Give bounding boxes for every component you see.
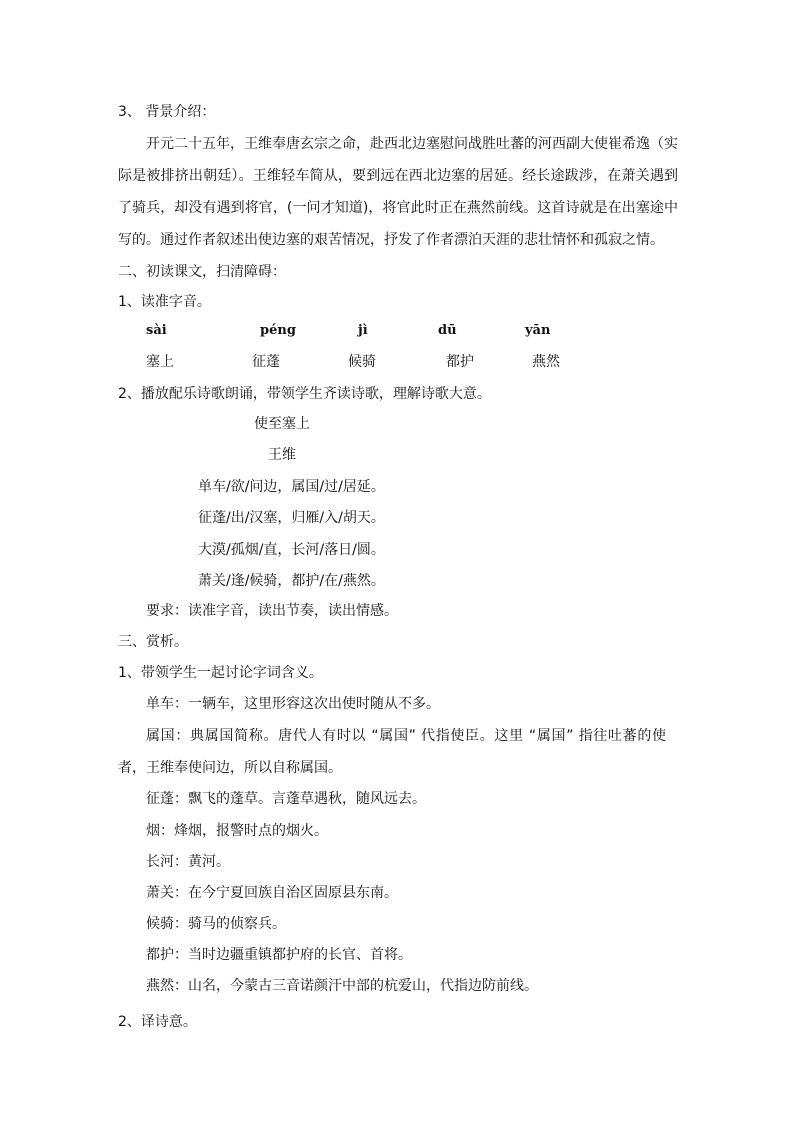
first-reading-heading: 二、初读课文，扫清障碍： bbox=[118, 264, 286, 280]
pinyin-ji: jì bbox=[358, 323, 368, 338]
pinyin-du: dū bbox=[438, 323, 457, 338]
poem-title: 使至塞上 bbox=[254, 416, 310, 432]
pinyin-row bbox=[146, 321, 586, 341]
word-row bbox=[146, 352, 586, 372]
word-yanran: 燕然 bbox=[532, 354, 560, 370]
annotation-yan: 烟：烽烟，报警时点的烟火。 bbox=[146, 823, 328, 839]
annotation-duhu: 都护：当时边疆重镇都护府的长官、首将。 bbox=[146, 947, 412, 963]
background-heading: 3、 背景介绍： bbox=[118, 104, 216, 120]
annotation-danche: 单车：一辆车，这里形容这次出使时随从不多。 bbox=[146, 696, 440, 712]
appreciation-heading: 三、赏析。 bbox=[118, 634, 188, 650]
pinyin-peng: péng bbox=[260, 323, 296, 338]
discussion-heading: 1、带领学生一起讨论字词含义。 bbox=[118, 665, 323, 681]
translation-heading: 2、译诗意。 bbox=[118, 1014, 197, 1030]
word-duhu: 都护 bbox=[446, 354, 474, 370]
annotation-changhe: 长河：黄河。 bbox=[146, 854, 230, 870]
poem-line-2: 征蓬/出/汉塞，归雁/入/胡天。 bbox=[198, 510, 385, 526]
pinyin-yan: yān bbox=[525, 323, 551, 338]
poem-author: 王维 bbox=[268, 447, 296, 463]
word-saishang: 塞上 bbox=[146, 354, 174, 370]
annotation-xiaoguan: 萧关：在今宁夏回族自治区固原县东南。 bbox=[146, 885, 398, 901]
annotation-zhengpeng: 征蓬：飘飞的蓬草。言蓬草遇秋，随风远去。 bbox=[146, 791, 426, 807]
pinyin-sai: sài bbox=[146, 323, 167, 338]
annotation-yanran: 燕然：山名，今蒙古三音诺颜汗中部的杭爱山，代指边防前线。 bbox=[146, 978, 538, 994]
annotation-houji: 候骑：骑马的侦察兵。 bbox=[146, 916, 286, 932]
word-houji: 候骑 bbox=[348, 354, 376, 370]
poem-line-4: 萧关/逢/候骑，都护/在/燕然。 bbox=[198, 573, 385, 589]
recitation-heading: 2、播放配乐诗歌朗诵，带领学生齐读诗歌，理解诗歌大意。 bbox=[118, 386, 491, 402]
requirement-text: 要求：读准字音，读出节奏，读出情感。 bbox=[146, 603, 398, 619]
pronunciation-heading: 1、读准字音。 bbox=[118, 294, 211, 310]
annotation-shuguo: 属国：典属国简称。唐代人有时以 “属国” 代指使臣。这里 “属国” 指往吐蕃的使者，王维奉使问边，所以自称属国。 bbox=[118, 728, 666, 776]
word-zhengpeng: 征蓬 bbox=[252, 354, 280, 370]
background-paragraph: 开元二十五年，王维奉唐玄宗之命，赴西北边塞慰问战胜吐蕃的河西副大使崔希逸（实际是被排挤出朝廷）。王维轻车简从，要到远在西北边塞的居延。经长途跋涉，在萧关遇到了骑兵，却没有遇到将官，(一问才知道)，将官此时正在燕然前线。这首诗就是在出塞途中写的。通过作者叙述出使边塞的艰苦情况，抒发了作者漂泊天涯的悲壮情怀和孤寂之情。 bbox=[118, 136, 678, 248]
poem-line-1: 单车/欲/问边，属国/过/居延。 bbox=[198, 479, 385, 495]
poem-line-3: 大漠/孤烟/直，长河/落日/圆。 bbox=[198, 542, 385, 558]
